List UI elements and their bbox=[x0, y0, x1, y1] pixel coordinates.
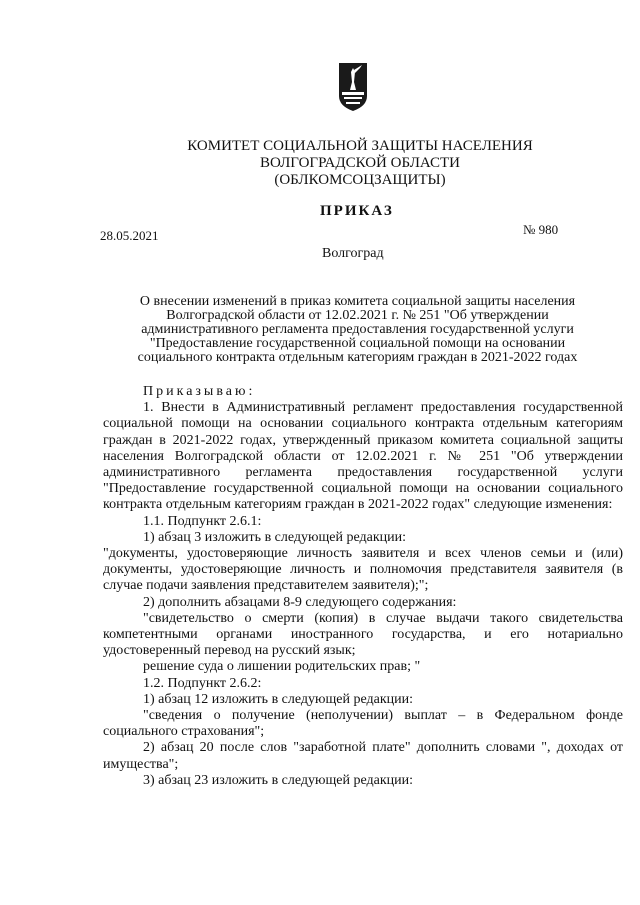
paragraph-1-2: 1.2. Подпункт 2.6.2: bbox=[143, 675, 262, 691]
organization-name bbox=[150, 138, 570, 189]
subject-line-1: О внесении изменений в приказ комитета социальной защиты населения bbox=[139, 294, 576, 309]
org-line-2: ВОЛГОГРАДСКОЙ ОБЛАСТИ bbox=[260, 155, 460, 171]
org-line-1: КОМИТЕТ СОЦИАЛЬНОЙ ЗАЩИТЫ НАСЕЛЕНИЯ bbox=[187, 138, 533, 154]
paragraph-1-1: 1.1. Подпункт 2.6.1: bbox=[143, 513, 262, 529]
paragraph-1-1-1: 1) абзац 3 изложить в следующей редакции: bbox=[143, 529, 407, 545]
document-type: ПРИКАЗ bbox=[320, 203, 394, 219]
order-word: Приказываю: bbox=[143, 384, 256, 399]
subject-line-2: Волгоградской области от 12.02.2021 г. № 251 "Об утверждении bbox=[166, 308, 549, 323]
quote-death-certificate: "свидетельство о смерти (копия) в случае выдачи такого свидетельства компетентными органами иностранного государства, и его нотариально удостоверенный перевод на русский язык; bbox=[103, 610, 623, 659]
paragraph-1: 1. Внести в Административный регламент предоставления государственной социальной помощи на основании социального контракта отдельным категориям граждан в 2021-2022 годах, утвержденный приказом комитета социальной защиты населения Волгоградской области от 12.02.2021 г. № 251 "Об утверждении административного регламента предоставления государственной услуги "Предоставление государственной социальной помощи на основании социального контракта отдельным категориям граждан в 2021-2022 годах" следующие изменения: bbox=[103, 400, 623, 513]
document-date: 28.05.2021 bbox=[100, 228, 159, 243]
subject-line-4: "Предоставление государственной социальной помощи на основании bbox=[149, 336, 566, 351]
org-line-3: (ОБЛКОМСОЦЗАЩИТЫ) bbox=[274, 172, 446, 188]
document-body bbox=[103, 384, 623, 789]
paragraph-1-1-2: 2) дополнить абзацами 8-9 следующего содержания: bbox=[143, 594, 457, 610]
quote-payments: "сведения о получение (неполучении) выплат – в Федеральном фонде социального страхования"; bbox=[103, 708, 623, 740]
subject-line-3: административного регламента предоставления государственной услуги bbox=[141, 322, 574, 337]
volgograd-emblem-icon bbox=[338, 62, 368, 112]
quote-court-decision: решение суда о лишении родительских прав; " bbox=[143, 659, 421, 675]
quote-documents: "документы, удостоверяющие личность заявителя и всех членов семьи и (или) документы, удостоверяющие личность и полномочия представителя заявителя (в случае подачи заявления представителем заявителя);"; bbox=[103, 546, 623, 594]
subject-line-5: социального контракта отдельным категориям граждан в 2021-2022 годах bbox=[137, 350, 578, 365]
document-subject bbox=[115, 295, 600, 365]
document-city: Волгоград bbox=[322, 246, 384, 261]
document-number: № 980 bbox=[523, 222, 559, 237]
paragraph-1-2-1: 1) абзац 12 изложить в следующей редакции: bbox=[143, 691, 414, 707]
paragraph-1-2-3: 3) абзац 23 изложить в следующей редакции: bbox=[143, 772, 414, 788]
paragraph-1-2-2: 2) абзац 20 после слов "заработной плате" дополнить словами ", доходах от имущества"; bbox=[103, 740, 623, 772]
